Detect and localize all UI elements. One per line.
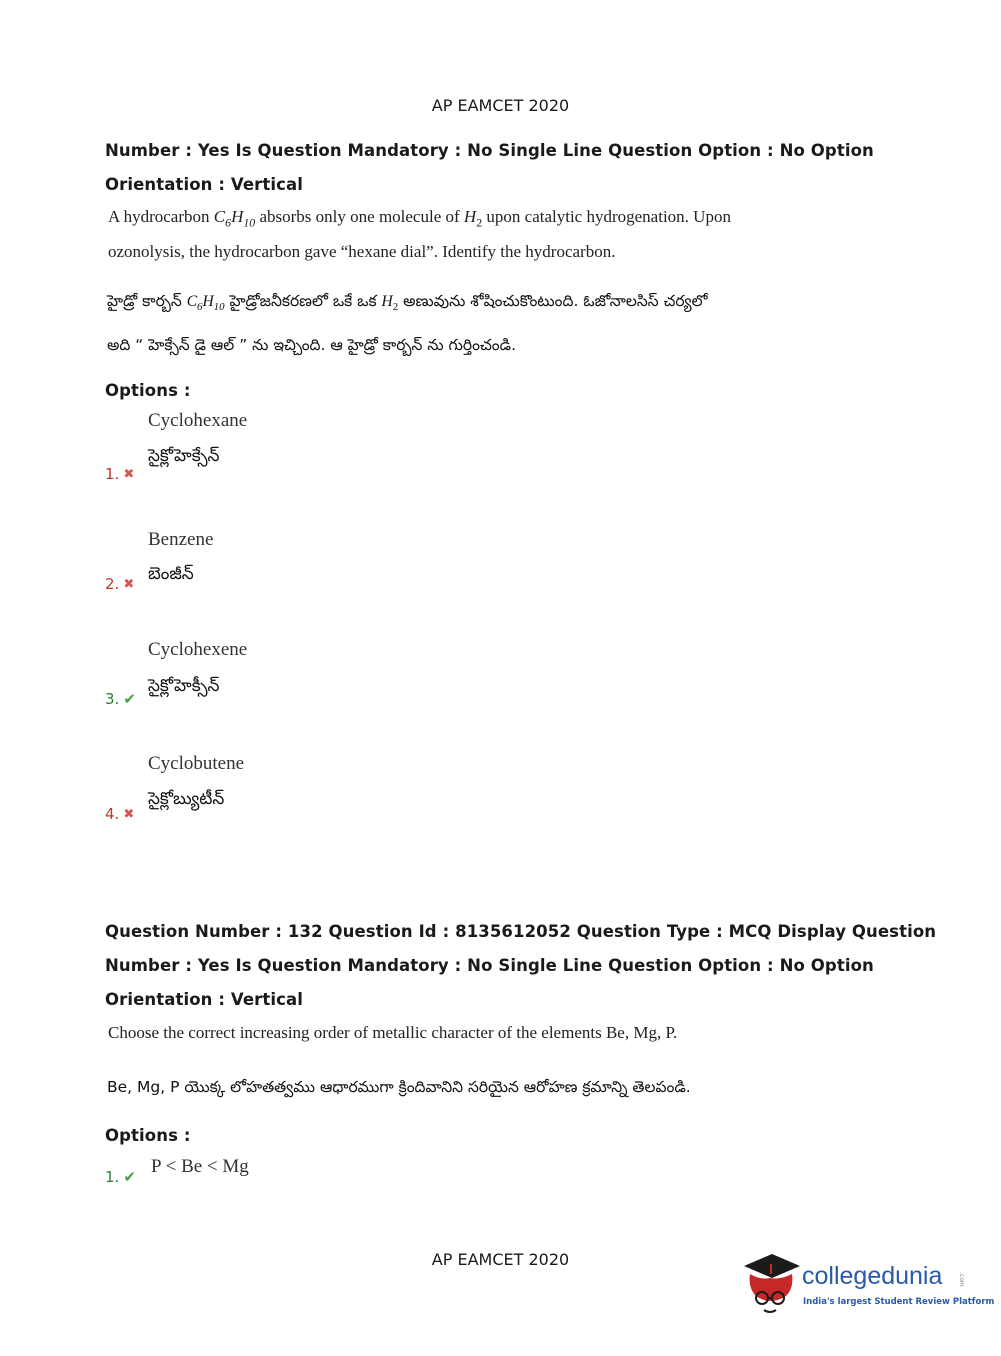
q131-meta-line2: Orientation : Vertical — [105, 175, 304, 194]
q131-option-1-en: Cyclohexane — [148, 410, 248, 431]
q131-text-te-line2: అది “ హెక్సేన్ డై ఆల్ ” ను ఇచ్చింది. ఆ హైడ్రో కార్బన్ ను గుర్తించండి. — [107, 336, 517, 354]
q131-option-2-number: 2. ✖ — [105, 575, 135, 593]
brand-tagline: India's largest Student Review Platform — [803, 1297, 995, 1307]
q131-option-4-en: Cyclobutene — [148, 753, 245, 774]
q131-meta-line1: Number : Yes Is Question Mandatory : No Single Line Question Option : No Option — [105, 141, 874, 160]
q131-option-2-te: బెంజీన్ — [148, 564, 194, 584]
page-header-title: AP EAMCET 2020 — [431, 96, 570, 115]
q132-meta-line3: Orientation : Vertical — [105, 990, 304, 1009]
page-footer-title: AP EAMCET 2020 — [431, 1250, 570, 1269]
q131-option-4-te: సైక్లోబ్యుటీన్ — [148, 789, 225, 809]
q132-option-1-number: 1. ✔ — [105, 1168, 136, 1186]
q131-text-en: A hydrocarbon $C_6H_{10}$ absorbs only one molecule of $H_2$ upon catalytic hydrogenation. Upon ozonolysis, the hydrocarbon gave “hexane dial”. Identify the hydrocarbon. — [108, 207, 731, 262]
q131-option-2-en: Benzene — [148, 529, 214, 550]
q132-text-te: Be, Mg, P యొక్క లోహతత్వము ఆధారముగా క్రిందివానిని సరియైన ఆరోహణ క్రమాన్ని తెలపండి. — [107, 1078, 691, 1096]
q131-option-3-te: సైక్లోహెక్సీన్ — [148, 676, 220, 696]
collegedunia-mascot-icon — [740, 1250, 802, 1320]
q131-option-1-number: 1. ✖ — [105, 465, 135, 483]
q132-options-label: Options : — [105, 1126, 191, 1145]
wrong-mark-icon: ✖ — [123, 806, 135, 822]
q131-option-3-en: Cyclohexene — [148, 639, 248, 660]
q131-options-label: Options : — [105, 381, 191, 400]
brand-name: collegedunia — [802, 1262, 943, 1290]
q131-option-1-te: సైక్లోహెక్సేన్ — [148, 446, 220, 466]
q132-option-1-en: P < Be < Mg — [151, 1156, 249, 1177]
wrong-mark-icon: ✖ — [123, 576, 135, 592]
q132-text-en: Choose the correct increasing order of metallic character of the elements Be, Mg, P. — [108, 1023, 678, 1042]
q132-meta-line2: Number : Yes Is Question Mandatory : No Single Line Question Option : No Option — [105, 956, 874, 975]
correct-check-icon: ✔ — [123, 690, 136, 708]
wrong-mark-icon: ✖ — [123, 466, 135, 482]
q131-option-3-number: 3. ✔ — [105, 690, 136, 708]
q132-meta-line1: Question Number : 132 Question Id : 8135612052 Question Type : MCQ Display Question — [105, 922, 937, 941]
correct-check-icon: ✔ — [123, 1168, 136, 1186]
q131-option-4-number: 4. ✖ — [105, 805, 135, 823]
brand-suffix: .com — [958, 1272, 965, 1287]
q131-text-te-line1: హైడ్రో కార్బన్ $C_6H_{10}$ హైడ్రోజనీకరణలో ఒకే ఒక $H_2$ అణువును శోషించుకొంటుంది. ఓజోనాలసిస్ చర్యలో — [107, 292, 708, 314]
